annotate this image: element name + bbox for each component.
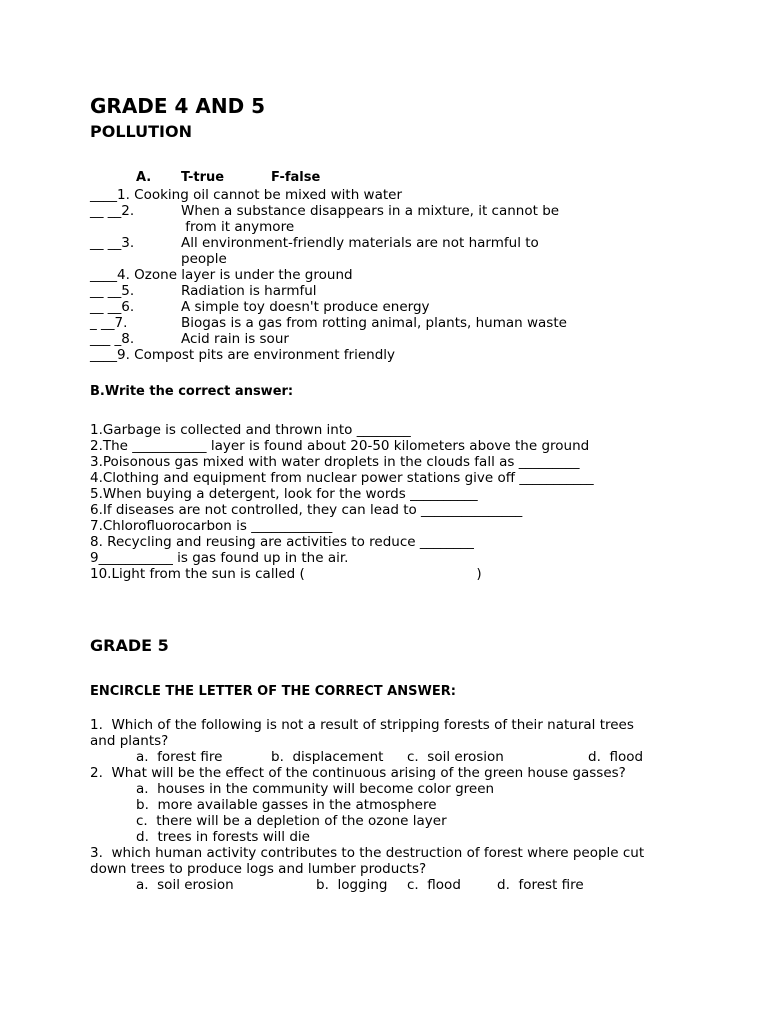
tf-item-3-cont: people: [181, 251, 227, 267]
tf-item-4: ____4. Ozone layer is under the ground: [90, 267, 353, 283]
mc-q3-line1: 3. which human activity contributes to the destruction of forest where people cut: [90, 845, 645, 861]
mc-q3-choice-a: a. soil erosion: [136, 877, 234, 893]
tf-item-8-num: ___ _8.: [90, 331, 135, 347]
mc-q1-choice-c: c. soil erosion: [407, 749, 504, 765]
tf-item-5-text: Radiation is harmful: [181, 283, 317, 299]
fill-item-6: 6.If diseases are not controlled, they can lead to _______________: [90, 502, 523, 518]
tf-item-7-num: _ __7.: [90, 315, 128, 331]
mc-q1-line2: and plants?: [90, 733, 169, 749]
fill-item-8: 8. Recycling and reusing are activities to reduce ________: [90, 534, 474, 550]
mc-q2-choice-b: b. more available gasses in the atmosphere: [136, 797, 437, 813]
false-label: F-false: [271, 170, 321, 185]
fill-item-1: 1.Garbage is collected and thrown into ________: [90, 422, 411, 438]
tf-item-2-cont: from it anymore: [181, 219, 295, 235]
true-label: T-true: [181, 170, 225, 185]
mc-q1-choice-b: b. displacement: [271, 749, 384, 765]
tf-item-9: ____9. Compost pits are environment friendly: [90, 347, 396, 363]
fill-item-2: 2.The ___________ layer is found about 20-50 kilometers above the ground: [90, 438, 590, 454]
mc-q3-line2: down trees to produce logs and lumber products?: [90, 861, 427, 877]
tf-item-3-num: __ __3.: [90, 235, 135, 251]
tf-item-6-text: A simple toy doesn't produce energy: [181, 299, 430, 315]
fill-item-5: 5.When buying a detergent, look for the words __________: [90, 486, 478, 502]
tf-item-3-text: All environment-friendly materials are not harmful to: [181, 235, 539, 251]
page-subtitle: POLLUTION: [90, 122, 192, 141]
fill-item-9: 9___________ is gas found up in the air.: [90, 550, 349, 566]
mc-q3-choice-d: d. forest fire: [497, 877, 584, 893]
tf-item-5-num: __ __5.: [90, 283, 135, 299]
mc-q3-choice-c: c. flood: [407, 877, 461, 893]
page-title: GRADE 4 AND 5: [90, 94, 266, 118]
mc-q3-choice-b: b. logging: [316, 877, 388, 893]
part-b-heading: B.Write the correct answer:: [90, 384, 294, 399]
grade5-instruction: ENCIRCLE THE LETTER OF THE CORRECT ANSWER:: [90, 684, 456, 699]
mc-q2-choice-d: d. trees in forests will die: [136, 829, 310, 845]
tf-item-7-text: Biogas is a gas from rotting animal, plants, human waste: [181, 315, 567, 331]
mc-q1-line1: 1. Which of the following is not a result of stripping forests of their natural trees: [90, 717, 634, 733]
fill-item-7: 7.Chlorofluorocarbon is ____________: [90, 518, 333, 534]
fill-item-10: 10.Light from the sun is called ( ): [90, 566, 482, 582]
fill-item-3: 3.Poisonous gas mixed with water droplets in the clouds fall as _________: [90, 454, 580, 470]
tf-item-8-text: Acid rain is sour: [181, 331, 289, 347]
tf-item-2-num: __ __2.: [90, 203, 135, 219]
grade5-title: GRADE 5: [90, 636, 169, 655]
mc-q2-choice-a: a. houses in the community will become color green: [136, 781, 495, 797]
fill-item-4: 4.Clothing and equipment from nuclear power stations give off ___________: [90, 470, 594, 486]
mc-q1-choice-a: a. forest fire: [136, 749, 223, 765]
tf-item-1: ____1. Cooking oil cannot be mixed with water: [90, 187, 403, 203]
part-a-letter: A.: [136, 170, 152, 185]
mc-q2: 2. What will be the effect of the continuous arising of the green house gasses?: [90, 765, 626, 781]
tf-item-2-text: When a substance disappears in a mixture, it cannot be: [181, 203, 560, 219]
mc-q1-choice-d: d. flood: [588, 749, 644, 765]
mc-q2-choice-c: c. there will be a depletion of the ozone layer: [136, 813, 447, 829]
tf-item-6-num: __ __6.: [90, 299, 135, 315]
